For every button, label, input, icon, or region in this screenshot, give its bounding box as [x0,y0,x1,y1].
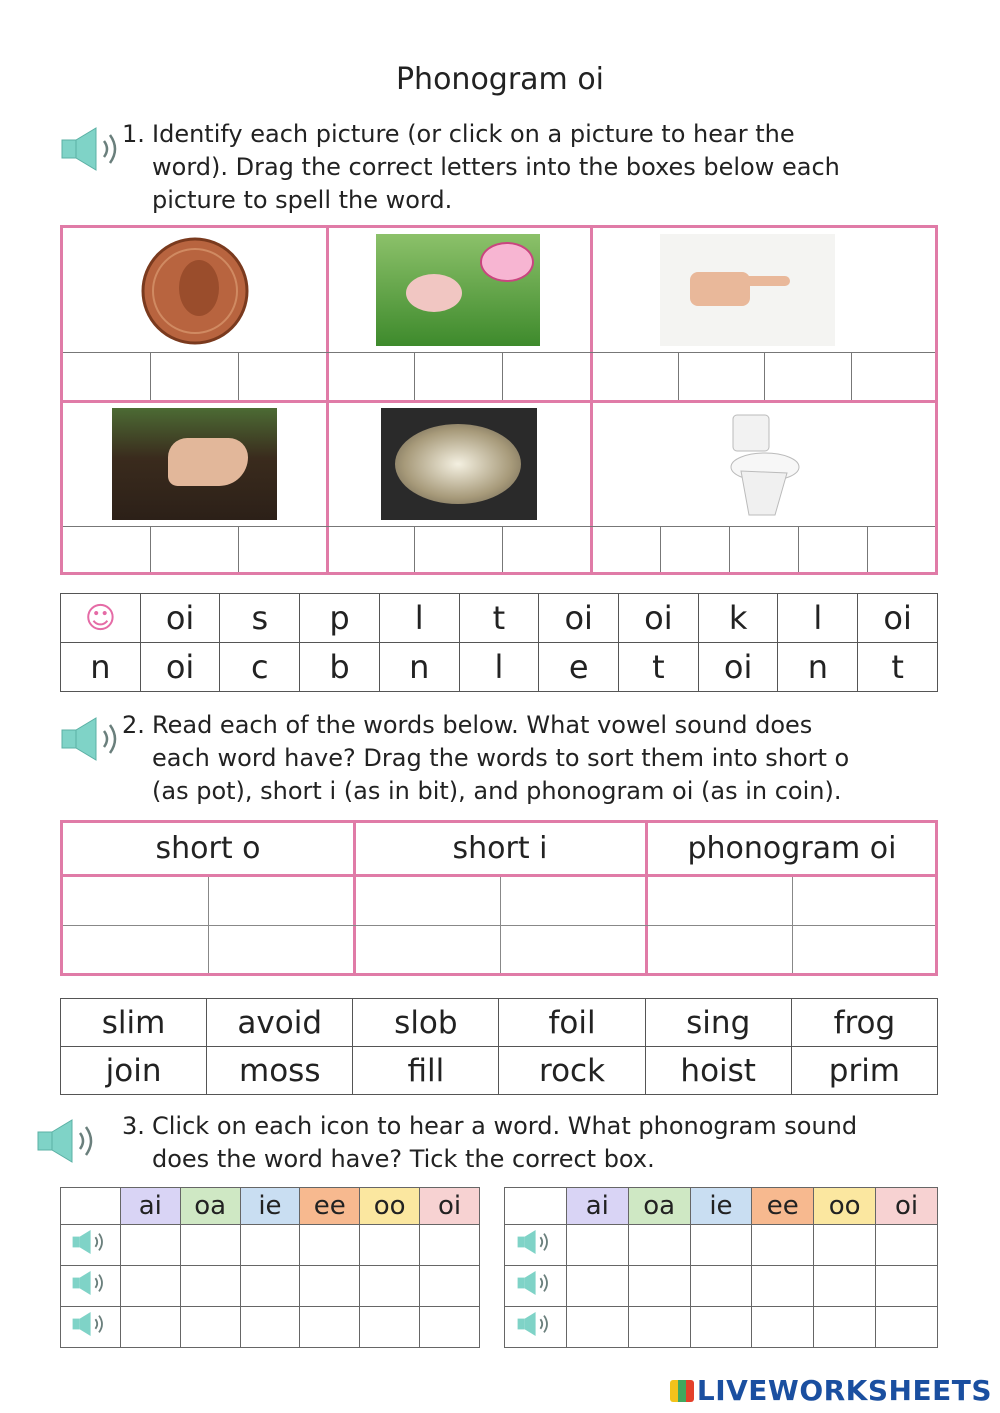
speaker-icon[interactable] [69,1267,111,1299]
speaker-cell[interactable] [505,1225,567,1266]
section3-instructions [122,1110,952,1176]
header-oi: oi [420,1188,480,1225]
tick-box[interactable] [690,1266,752,1307]
phonogram-table-right [504,1187,938,1348]
section3-line-1: Click on each icon to hear a word. What phonogram sound [152,1112,858,1140]
header-ee: ee [752,1188,814,1225]
speaker-icon[interactable] [69,1308,111,1340]
tick-box[interactable] [628,1266,690,1307]
section3-number: 3. [122,1112,145,1140]
letter-tile[interactable]: n [61,643,141,692]
tick-box[interactable] [360,1307,420,1348]
letter-tile[interactable]: n [379,643,459,692]
tick-box[interactable] [120,1307,180,1348]
word-tile[interactable]: prim [791,1047,937,1095]
page-title: Phonogram oi [395,62,605,97]
word-tile[interactable]: hoist [645,1047,791,1095]
header-oa: oa [180,1188,240,1225]
letter-tile[interactable]: oi [858,594,938,643]
letter-tile[interactable]: s [220,594,300,643]
letter-bank [60,593,938,692]
word-bank [60,998,938,1095]
header-short-o: short o [155,831,261,866]
header-ee: ee [300,1188,360,1225]
tick-box[interactable] [300,1307,360,1348]
word-tile[interactable]: foil [499,999,645,1047]
liveworksheets-logo [670,1374,992,1407]
tick-box[interactable] [566,1225,628,1266]
section2-line-1: Read each of the words below. What vowel sound does [152,711,813,739]
word-tile[interactable]: rock [499,1047,645,1095]
letter-tile[interactable]: oi [140,594,220,643]
tick-box[interactable] [420,1307,480,1348]
letter-tile[interactable]: t [459,594,539,643]
tick-box[interactable] [566,1307,628,1348]
speaker-icon[interactable] [60,124,130,174]
speaker-cell[interactable] [61,1307,121,1348]
header-ai: ai [120,1188,180,1225]
header-oo: oo [360,1188,420,1225]
tick-box[interactable] [876,1225,938,1266]
letter-tile[interactable]: l [778,594,858,643]
letter-tile[interactable]: t [619,643,699,692]
tick-box[interactable] [300,1225,360,1266]
sort-drop-area[interactable] [63,877,935,973]
point-finger-picture[interactable] [660,234,835,346]
speaker-icon[interactable] [36,1116,106,1166]
tick-box[interactable] [120,1266,180,1307]
letter-tile[interactable]: oi [140,643,220,692]
word-tile[interactable]: fill [353,1047,499,1095]
soil-picture[interactable] [112,408,277,520]
section1-line-1: Identify each picture (or click on a picture to hear the [152,120,795,148]
tick-box[interactable] [420,1266,480,1307]
tick-box[interactable] [690,1225,752,1266]
header-phonogram-oi: phonogram oi [687,831,897,866]
tick-box[interactable] [628,1307,690,1348]
toilet-picture[interactable] [725,411,803,521]
tick-box[interactable] [300,1266,360,1307]
letter-tile[interactable]: oi [539,594,619,643]
header-ai: ai [566,1188,628,1225]
smile-icon: ☺ [61,594,141,643]
tick-box[interactable] [690,1307,752,1348]
tick-box[interactable] [814,1225,876,1266]
word-tile[interactable]: sing [645,999,791,1047]
header-oa: oa [628,1188,690,1225]
tick-box[interactable] [876,1266,938,1307]
section2-instructions [122,709,952,808]
letter-tile[interactable]: oi [619,594,699,643]
section3-line-2: does the word have? Tick the correct box. [152,1145,655,1173]
speaker-cell[interactable] [61,1225,121,1266]
tick-box[interactable] [814,1307,876,1348]
header-oo: oo [814,1188,876,1225]
section1-line-2: word). Drag the correct letters into the boxes below each [152,153,840,181]
word-tile[interactable]: avoid [207,999,353,1047]
tick-box[interactable] [180,1266,240,1307]
tick-box[interactable] [240,1266,300,1307]
letter-tile[interactable]: l [379,594,459,643]
phonogram-table-left [60,1187,480,1348]
word-tile[interactable]: join [61,1047,207,1095]
section1-instructions [122,118,952,217]
speaker-icon[interactable] [69,1226,111,1258]
section2-line-2: each word have? Drag the words to sort them into short o [152,744,850,772]
tick-box[interactable] [814,1266,876,1307]
header-ie: ie [690,1188,752,1225]
word-tile[interactable]: slim [61,999,207,1047]
letter-tile[interactable]: c [220,643,300,692]
logo-mark-icon [670,1380,694,1402]
header-oi: oi [876,1188,938,1225]
tick-box[interactable] [628,1225,690,1266]
letter-tile[interactable]: e [539,643,619,692]
letter-tile[interactable]: n [778,643,858,692]
boiling-pot-picture[interactable] [381,408,537,520]
section2-number: 2. [122,711,145,739]
tick-box[interactable] [752,1307,814,1348]
letter-tile[interactable]: t [858,643,938,692]
sort-table [60,820,938,976]
header-short-i: short i [452,831,548,866]
letter-tile[interactable]: oi [698,643,778,692]
letter-tile[interactable]: k [698,594,778,643]
speaker-icon[interactable] [514,1226,556,1258]
tick-box[interactable] [876,1307,938,1348]
speaker-icon[interactable] [514,1308,556,1340]
tick-box[interactable] [566,1266,628,1307]
speaker-icon[interactable] [514,1267,556,1299]
header-ie: ie [240,1188,300,1225]
logo-text: LIVEWORKSHEETS [696,1374,992,1407]
speaker-cell[interactable] [61,1266,121,1307]
tick-box[interactable] [240,1225,300,1266]
tick-box[interactable] [420,1225,480,1266]
word-tile[interactable]: frog [791,999,937,1047]
speaker-icon[interactable] [60,714,130,764]
section1-line-3: picture to spell the word. [152,186,453,214]
tick-box[interactable] [752,1266,814,1307]
letter-tile[interactable]: p [300,594,380,643]
tick-box[interactable] [360,1266,420,1307]
word-tile[interactable]: slob [353,999,499,1047]
spelling-grid [60,225,938,575]
tick-box[interactable] [120,1225,180,1266]
tick-box[interactable] [752,1225,814,1266]
tick-box[interactable] [180,1307,240,1348]
section1-number: 1. [122,120,145,148]
tick-box[interactable] [360,1225,420,1266]
tick-box[interactable] [180,1225,240,1266]
blank-header [61,1188,121,1225]
word-tile[interactable]: moss [207,1047,353,1095]
speaker-cell[interactable] [505,1307,567,1348]
letter-tile[interactable]: l [459,643,539,692]
pig-picture[interactable] [376,234,540,346]
letter-tile[interactable]: b [300,643,380,692]
speaker-cell[interactable] [505,1266,567,1307]
tick-box[interactable] [240,1307,300,1348]
blank-header [505,1188,567,1225]
section2-line-3: (as pot), short i (as in bit), and phonogram oi (as in coin). [152,777,842,805]
penny-picture[interactable] [141,236,249,346]
